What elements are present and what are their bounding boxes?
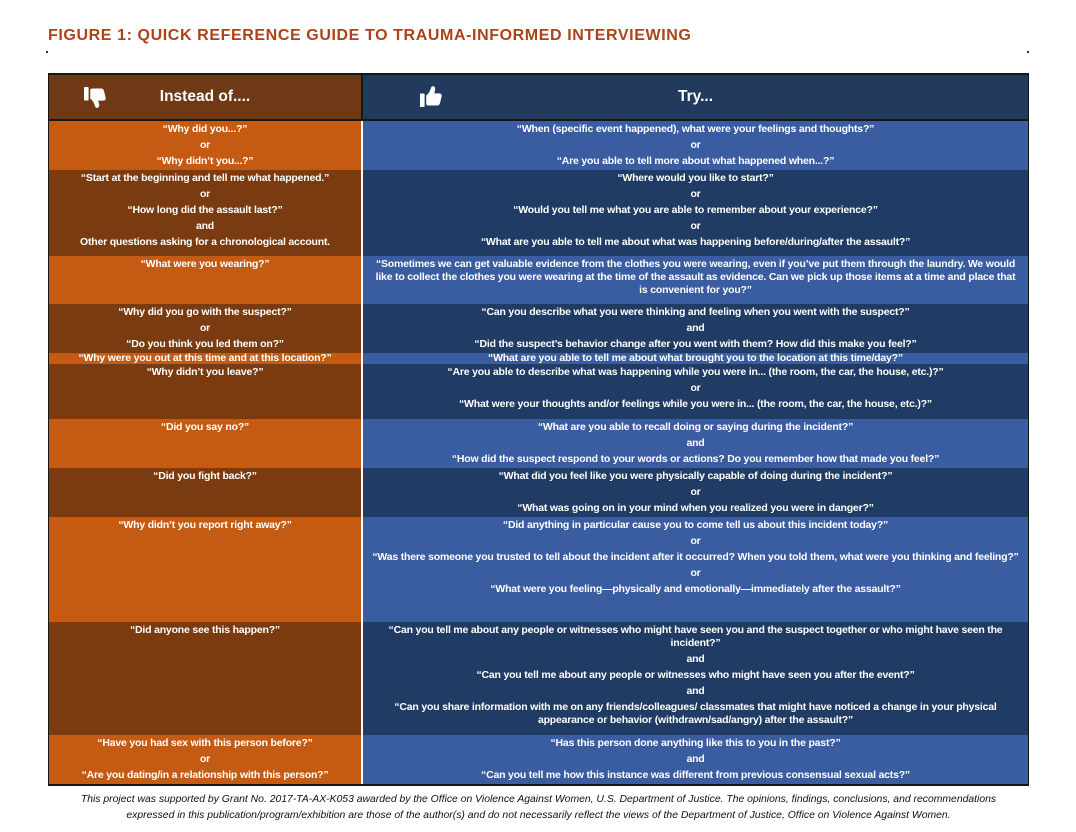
question-text: “Did anyone see this happen?” — [130, 624, 280, 636]
instead-cell — [49, 353, 363, 364]
instead-of-header-cell — [49, 75, 363, 119]
table-row — [49, 364, 1028, 419]
question-text: “Did you say no?” — [160, 421, 250, 433]
question-text: “When (specific event happened), what were your feelings and thoughts?” — [516, 123, 875, 135]
table-row — [49, 735, 1028, 784]
table-row — [49, 170, 1028, 256]
connector-text: or — [199, 322, 211, 334]
question-text: “Why didn’t you...?” — [156, 155, 254, 167]
question-text: “Was there someone you trusted to tell about the incident after it occurred? When you told them, what were you thinking and feeling?” — [372, 551, 1019, 563]
instead-cell — [49, 364, 363, 419]
question-text: “Did you fight back?” — [153, 470, 257, 482]
question-text: “Did anything in particular cause you to come tell us about this incident today?” — [502, 519, 889, 531]
connector-text: and — [686, 653, 705, 665]
connector-text: and — [686, 437, 705, 449]
question-text: “What were you wearing?” — [140, 258, 270, 270]
question-text: “Can you describe what you were thinking and feeling when you went with the suspect?” — [481, 306, 910, 318]
question-text: “Can you share information with me on any friends/colleagues/ classmates that might have noticed a change in your physical appearance or behavior (withdrawn/sad/angry) after the assault?” — [394, 701, 997, 726]
question-text: “What were your thoughts and/or feelings while you were in... (the room, the car, the house, etc.)?” — [459, 398, 932, 410]
quick-reference-table — [48, 73, 1029, 786]
try-header-label: Try... — [677, 88, 714, 105]
table-row — [49, 304, 1028, 353]
question-text: “Why did you go with the suspect?” — [118, 306, 292, 318]
question-text: “What are you able to tell me about what brought you to the location at this time/day?” — [488, 352, 903, 364]
question-text: “Sometimes we can get valuable evidence from the clothes you were wearing, even if you’ve put them through the laundry. We would like to collect the clothes you were wearing at the time of the assault as evidence. Can we pick up those items at a time and place that is convenient for you?” — [375, 258, 1016, 296]
question-text: “What were you feeling—physically and emotionally—immediately after the assault?” — [490, 583, 901, 595]
question-text: “Why did you...?” — [162, 123, 248, 135]
connector-text: or — [690, 139, 701, 151]
figure-title: FIGURE 1: QUICK REFERENCE GUIDE TO TRAUMA-INFORMED INTERVIEWING — [48, 27, 692, 44]
question-text: “Are you dating/in a relationship with this person?” — [81, 769, 329, 781]
try-cell — [363, 304, 1028, 353]
connector-text: or — [199, 139, 211, 151]
question-text: “Have you had sex with this person before?” — [97, 737, 313, 749]
question-text: “Why didn’t you report right away?” — [118, 519, 292, 531]
table-row — [49, 121, 1028, 170]
try-cell — [363, 735, 1028, 784]
question-text: “Do you think you led them on?” — [126, 338, 284, 350]
question-text: “Why didn’t you leave?” — [146, 366, 264, 378]
question-text: Other questions asking for a chronological account. — [79, 236, 330, 248]
stray-mark-right — [1027, 51, 1029, 53]
table-row — [49, 353, 1028, 364]
table-row — [49, 256, 1028, 304]
thumbs-down-icon — [83, 85, 109, 109]
instead-cell — [49, 468, 363, 517]
connector-text: and — [686, 753, 705, 765]
question-text: “How did the suspect respond to your words or actions? Do you remember how that made you feel?” — [451, 453, 940, 465]
question-text: “What are you able to tell me about what was happening before/during/after the assault?” — [480, 236, 911, 248]
stray-mark-left — [46, 51, 48, 53]
connector-text: or — [199, 188, 211, 200]
question-text: “Can you tell me how this instance was different from previous consensual sexual acts?” — [481, 769, 910, 781]
question-text: “Did the suspect’s behavior change after you went with them? How did this make you feel?” — [474, 338, 917, 350]
try-cell — [363, 353, 1028, 364]
table-body — [49, 121, 1028, 784]
instead-cell — [49, 517, 363, 622]
try-cell — [363, 622, 1028, 735]
instead-cell — [49, 170, 363, 256]
connector-text: and — [195, 220, 215, 232]
try-cell — [363, 517, 1028, 622]
connector-text: and — [686, 685, 705, 697]
table-row — [49, 622, 1028, 735]
connector-text: or — [199, 753, 211, 765]
try-cell — [363, 364, 1028, 419]
instead-cell — [49, 622, 363, 735]
instead-cell — [49, 121, 363, 170]
table-header-row — [49, 75, 1028, 121]
question-text: “Start at the beginning and tell me what happened.” — [80, 172, 330, 184]
question-text: “What was going on in your mind when you realized you were in danger?” — [517, 502, 874, 514]
instead-cell — [49, 419, 363, 468]
question-text: “Can you tell me about any people or witnesses who might have seen you after the event?” — [476, 669, 915, 681]
connector-text: and — [686, 322, 705, 334]
question-text: “Has this person done anything like this to you in the past?” — [550, 737, 841, 749]
try-cell — [363, 256, 1028, 304]
instead-cell — [49, 304, 363, 353]
try-cell — [363, 419, 1028, 468]
connector-text: or — [690, 567, 701, 579]
thumbs-up-icon — [419, 85, 445, 109]
try-cell — [363, 121, 1028, 170]
question-text: “How long did the assault last?” — [127, 204, 283, 216]
question-text: “What are you able to recall doing or saying during the incident?” — [537, 421, 854, 433]
question-text: “Why were you out at this time and at this location?” — [78, 352, 332, 364]
try-cell — [363, 468, 1028, 517]
instead-cell — [49, 256, 363, 304]
table-row — [49, 419, 1028, 468]
grant-disclaimer-line2: expressed in this publication/program/exhibition are those of the author(s) and do not necessarily reflect the views of the Department of Justice, Office on Violence Against Women. — [126, 809, 951, 821]
question-text: “Where would you like to start?” — [617, 172, 774, 184]
connector-text: or — [690, 220, 701, 232]
table-row — [49, 468, 1028, 517]
question-text: “Can you tell me about any people or witnesses who might have seen you and the suspect together or who might have seen the incident?” — [388, 624, 1003, 649]
grant-disclaimer — [48, 792, 1029, 823]
instead-cell — [49, 735, 363, 784]
question-text: “What did you feel like you were physically capable of doing during the incident?” — [498, 470, 893, 482]
instead-of-header-label: Instead of.... — [159, 88, 251, 105]
question-text: “Would you tell me what you are able to remember about your experience?” — [513, 204, 878, 216]
connector-text: or — [690, 486, 701, 498]
question-text: “Are you able to tell more about what happened when...?” — [556, 155, 835, 167]
try-header-cell — [363, 75, 1028, 119]
connector-text: or — [690, 382, 701, 394]
table-row — [49, 517, 1028, 622]
connector-text: or — [690, 535, 701, 547]
question-text: “Are you able to describe what was happening while you were in... (the room, the car, the house, etc.)?” — [447, 366, 944, 378]
try-cell — [363, 170, 1028, 256]
connector-text: or — [690, 188, 701, 200]
grant-disclaimer-line1: This project was supported by Grant No. 2017-TA-AX-K053 awarded by the Office on Violence Against Women, U.S. Department of Justice. The opinions, findings, conclusions, and recommendations — [80, 794, 997, 805]
